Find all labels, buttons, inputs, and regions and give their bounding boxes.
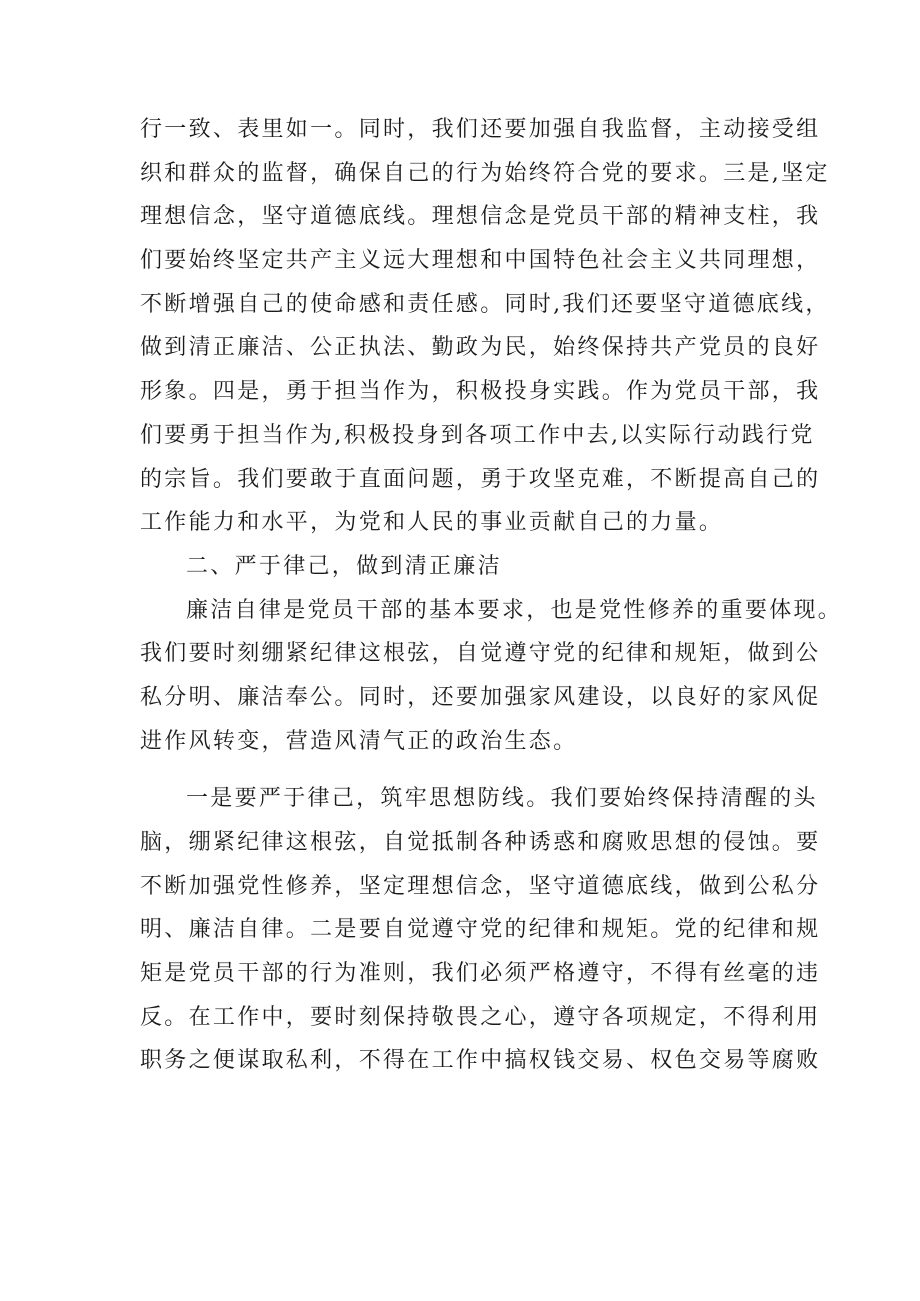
text-line: 工作能力和水平，为党和人民的事业贡献自己的力量。: [140, 510, 724, 536]
text-line: 反。在工作中，要时刻保持敬畏之心，遵守各项规定，不得利用: [140, 1004, 821, 1030]
document-body: [140, 108, 843, 1083]
text-line: 脑，绷紧纪律这根弦，自觉抵制各种诱惑和腐败思想的侵蚀。要: [140, 830, 821, 855]
text-line: 不断加强党性修养，坚定理想信念，坚守道德底线，做到公私分: [140, 873, 821, 899]
text-line: 职务之便谋取私利，不得在工作中搞权钱交易、权色交易等腐败: [140, 1048, 821, 1074]
paragraph-first-line: 一是要严于律己，筑牢思想防线。我们要始终保持清醒的头: [186, 786, 818, 812]
text-line: 矩是党员干部的行为准则，我们必须严格遵守，不得有丝毫的违: [140, 961, 821, 987]
text-line: 的宗旨。我们要敢于直面问题，勇于攻坚克难，不断提高自己的: [140, 466, 821, 492]
paragraph-gap: [140, 763, 790, 777]
paragraph-first-line: 二、严于律己，做到清正廉洁: [186, 553, 502, 579]
text-line: 做到清正廉洁、公正执法、勤政为民，始终保持共产党员的良好: [140, 335, 821, 361]
text-line: 形象。四是，勇于担当作为，积极投身实践。作为党员干部，我: [140, 379, 821, 405]
text-line: 私分明、廉洁奉公。同时，还要加强家风建设，以良好的家风促: [140, 684, 821, 710]
text-line: 理想信念，坚守道德底线。理想信念是党员干部的精神支柱，我: [140, 204, 821, 230]
text-line: 明、廉洁自律。二是要自觉遵守党的纪律和规矩。党的纪律和规: [140, 917, 821, 943]
text-line: 行一致、表里如一。同时，我们还要加强自我监督，主动接受组: [140, 117, 821, 142]
text-line: 不断增强自己的使命感和责任感。同时,我们还要坚守道德底线，: [140, 291, 830, 317]
text-line: 我们要时刻绷紧纪律这根弦，自觉遵守党的纪律和规矩，做到公: [140, 641, 821, 667]
paragraph-first-line: 廉洁自律是党员干部的基本要求，也是党性修养的重要体现。: [186, 597, 843, 623]
text-line: 织和群众的监督，确保自己的行为始终符合党的要求。三是,坚定: [140, 160, 830, 186]
text-line: 们要始终坚定共产主义远大理想和中国特色社会主义共同理想，: [140, 248, 821, 274]
text-line: 进作风转变，营造风清气正的政治生态。: [140, 728, 578, 754]
text-line: 们要勇于担当作为,积极投身到各项工作中去,以实际行动践行党: [140, 422, 815, 448]
